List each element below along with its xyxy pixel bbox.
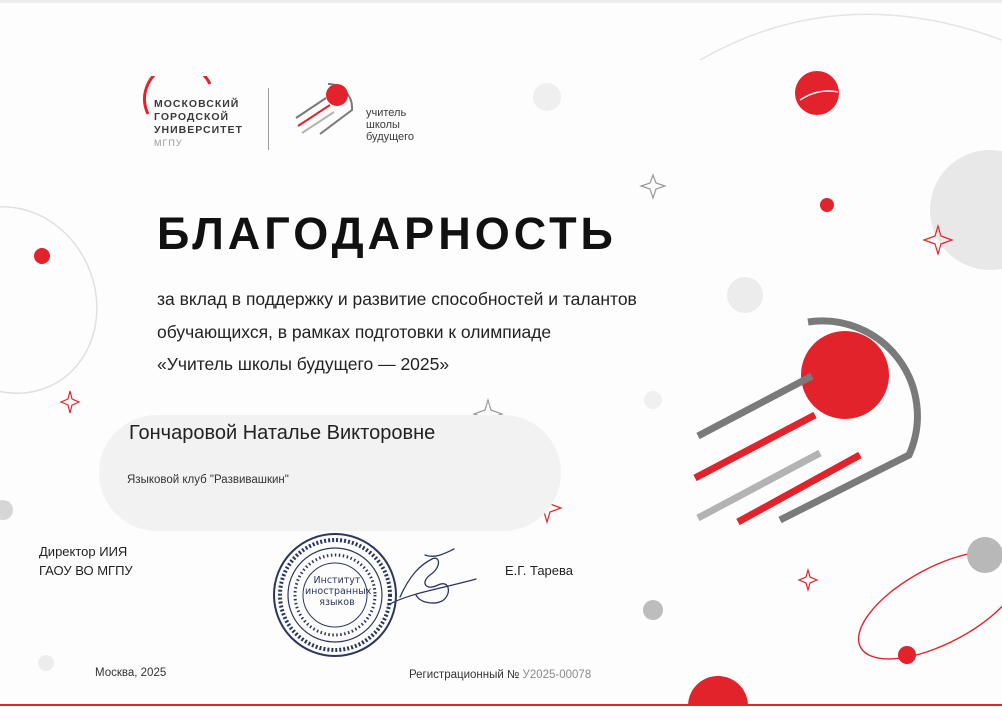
signer-role-line-1: Директор ИИЯ — [39, 544, 128, 559]
stamp-line-1: Институт — [313, 575, 361, 586]
usb-logo-text — [366, 107, 414, 143]
bottom-margin — [0, 706, 1002, 722]
signer-name: Е.Г. Тарева — [505, 563, 573, 578]
recipient-name: Гончаровой Наталье Викторовне — [129, 422, 436, 444]
stamp-center-text — [305, 575, 372, 608]
stamp-line-3: языков — [319, 597, 355, 608]
registration-number — [409, 669, 591, 681]
logo-divider — [268, 88, 269, 150]
signer-role — [39, 542, 133, 580]
comet-logo-icon — [290, 78, 360, 138]
registration-value: У2025-00078 — [522, 669, 592, 681]
usb-line-2: школы — [366, 119, 400, 131]
handwritten-signature — [380, 545, 490, 615]
usb-line-1: учитель — [366, 107, 407, 119]
registration-label: Регистрационный № — [409, 669, 520, 681]
stamp-line-2: иностранных — [305, 586, 372, 597]
issue-city-year: Москва, 2025 — [95, 667, 167, 679]
mgpu-line-2: ГОРОДСКОЙ — [154, 111, 230, 123]
certificate-title: БЛАГОДАРНОСТЬ — [157, 208, 617, 259]
mgpu-logo-text — [154, 98, 274, 150]
mgpu-line-3: УНИВЕРСИТЕТ — [154, 124, 243, 136]
signer-role-line-2: ГАОУ ВО МГПУ — [39, 563, 133, 578]
subtitle-line-1: за вклад в поддержку и развитие способностей и талантов — [157, 289, 637, 309]
certificate-subtitle — [157, 283, 717, 381]
mgpu-line-1: МОСКОВСКИЙ — [154, 98, 240, 110]
subtitle-line-3: «Учитель школы будущего — 2025» — [157, 354, 450, 374]
usb-line-3: будущего — [366, 131, 415, 143]
subtitle-line-2: обучающихся, в рамках подготовки к олимпиаде — [157, 321, 552, 342]
mgpu-abbreviation: МГПУ — [154, 138, 183, 148]
recipient-organization: Языковой клуб "Развивашкин" — [127, 474, 289, 486]
